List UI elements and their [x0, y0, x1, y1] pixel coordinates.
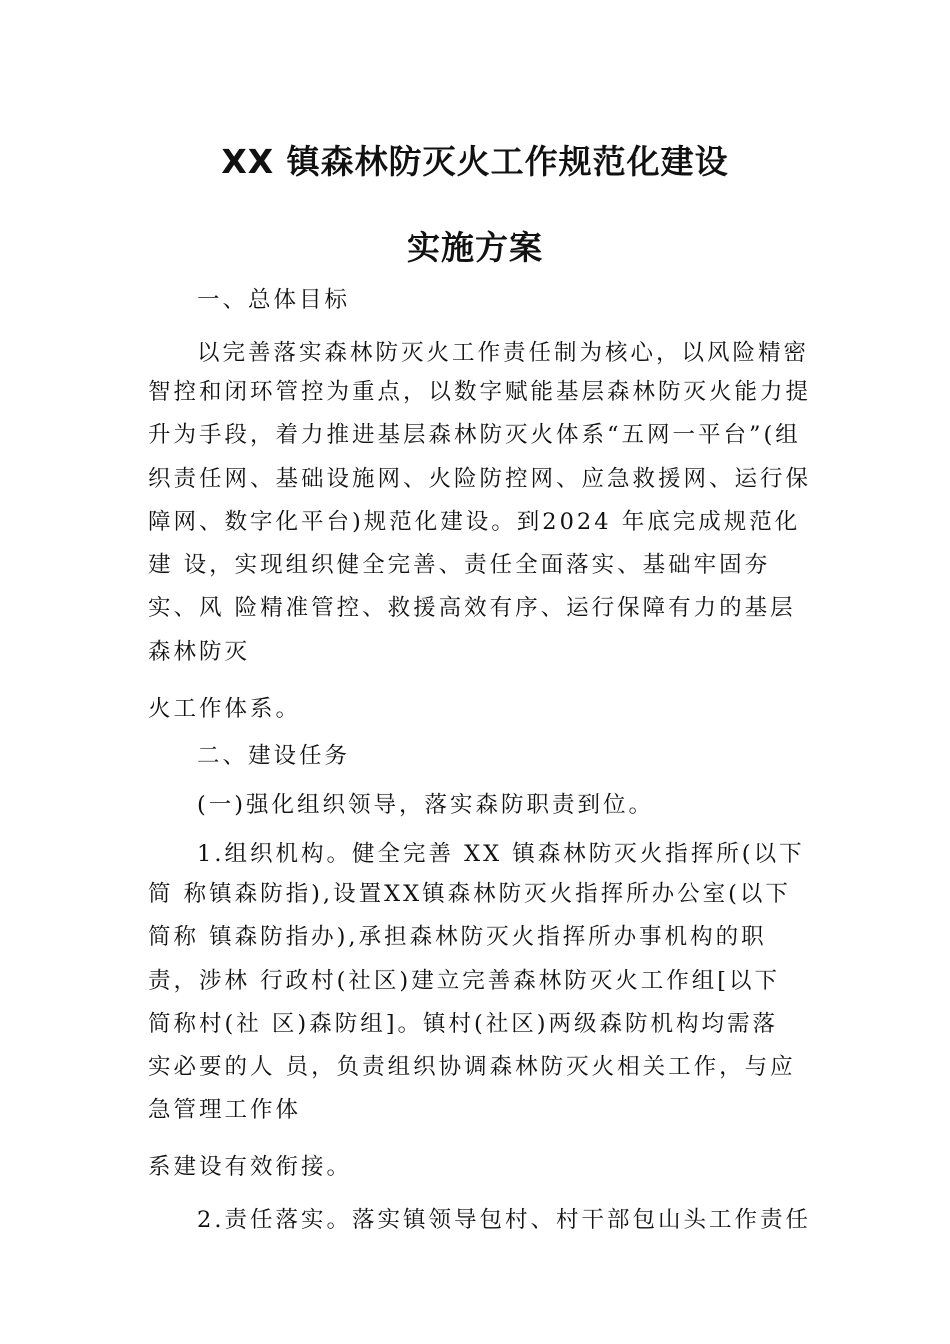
body-line: 1.组织机构。健全完善 XX 镇森林防灭火指挥所(以下 [197, 841, 805, 867]
document-title-line-2: 实施方案 [407, 228, 543, 267]
body-line: 智控和闭环管控为重点，以数字赋能基层森林防灭火能力提 [148, 379, 812, 405]
body-line: 责，涉林 行政村(社区)建立完善森林防灭火工作组[以下 [148, 968, 780, 994]
body-line: 以完善落实森林防灭火工作责任制为核心，以风险精密 [197, 340, 810, 366]
heading-construction-tasks: 二、建设任务 [197, 743, 351, 769]
body-line: 简 称镇森防指),设置XX镇森林防灭火指挥所办公室(以下 [148, 881, 791, 907]
document-title-line-1: XX 镇森林防灭火工作规范化建设 [221, 142, 729, 181]
body-line: 急管理工作体 [148, 1097, 302, 1123]
body-line: 简称 镇森防指办),承担森林防灭火指挥所办事机构的职 [148, 924, 767, 950]
body-line: 实、风 险精准管控、救援高效有序、运行保障有力的基层 [148, 595, 796, 621]
body-line: 森林防灭 [148, 639, 251, 665]
body-line: 建 设，实现组织健全完善、责任全面落实、基础牢固夯 [148, 552, 771, 578]
body-line: 简称村(社 区)森防组]。镇村(社区)两级森防机构均需落 [148, 1011, 779, 1037]
body-line: 障网、数字化平台)规范化建设。到2024 年底完成规范化 [148, 509, 801, 535]
body-line: 升为手段，着力推进基层森林防灭火体系“五网一平台”(组 [148, 422, 801, 448]
heading-overall-goal: 一、总体目标 [197, 287, 351, 313]
body-line: 2.责任落实。落实镇领导包村、村干部包山头工作责任 [197, 1207, 811, 1233]
body-line: 织责任网、基础设施网、火险防控网、应急救援网、运行保 [148, 466, 812, 492]
body-line: 系建设有效衔接。 [148, 1154, 353, 1180]
subheading-organization: (一)强化组织领导，落实森防职责到位。 [197, 792, 655, 818]
body-line: 实必要的人 员，负责组织协调森林防灭火相关工作，与应 [148, 1054, 796, 1080]
body-line: 火工作体系。 [148, 696, 302, 722]
